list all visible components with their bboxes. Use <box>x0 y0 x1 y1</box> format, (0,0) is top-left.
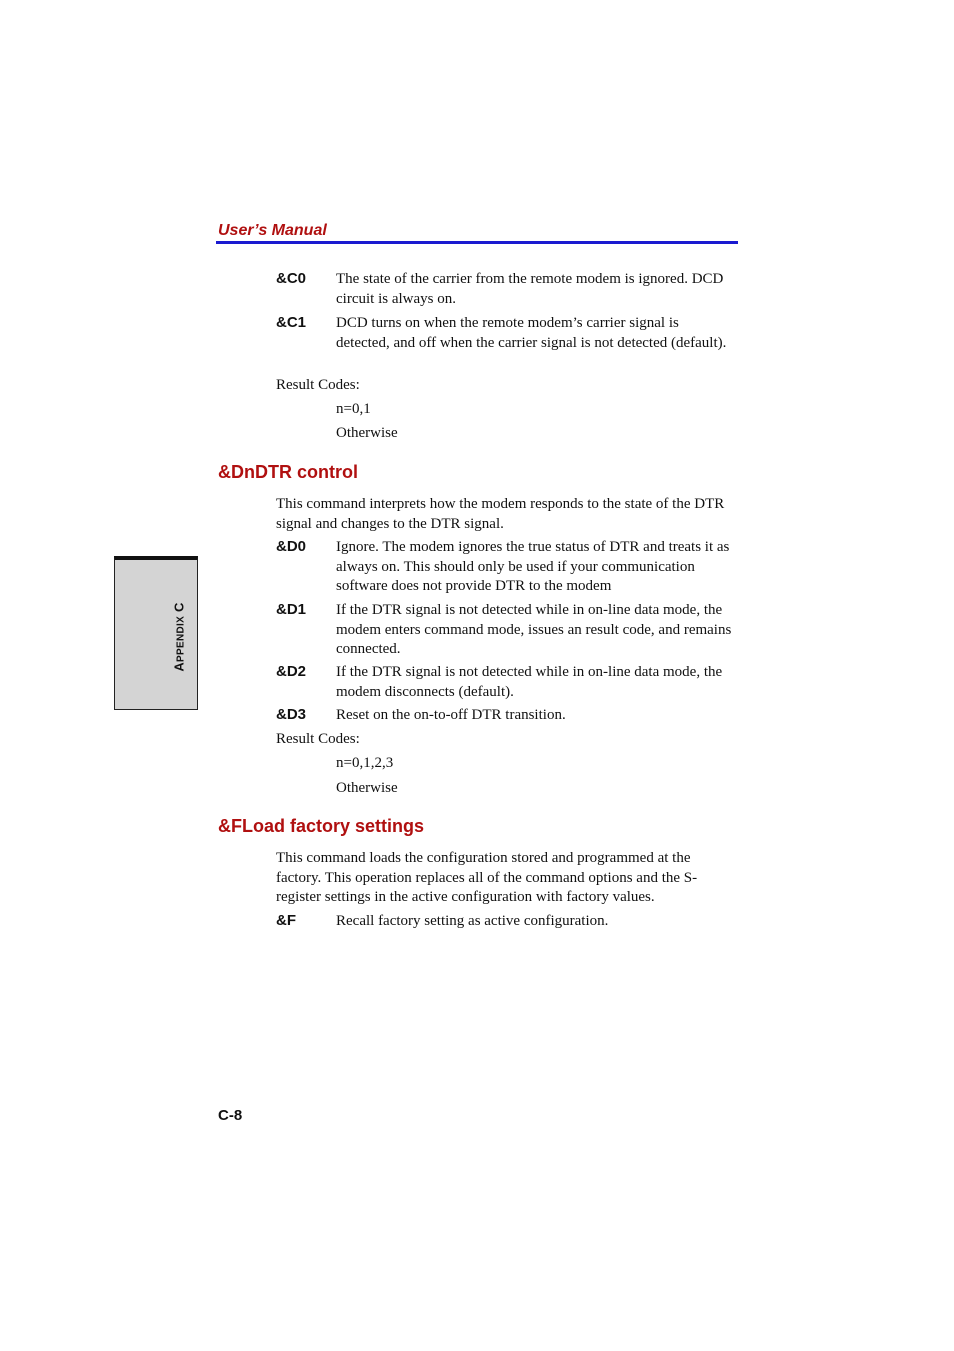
command-code: &D1 <box>276 601 307 618</box>
side-tab-first-letter: A <box>171 661 187 672</box>
command-description: The state of the carrier from the remote modem is ignored. DCD circuit is always on. <box>336 271 724 307</box>
command-description: Recall factory setting as active configuration. <box>336 913 609 929</box>
command-description: If the DTR signal is not detected while in on-line data mode, the modem disconnects (default). <box>336 664 723 700</box>
command-description: Ignore. The modem ignores the true status of DTR and treats it as always on. This should only be used if your communication software does not provide DTR to the modem <box>336 539 730 594</box>
result-codes-values: n=0,1 <box>336 401 371 417</box>
command-code: &C1 <box>276 314 307 331</box>
command-description: DCD turns on when the remote modem’s carrier signal is detected, and off when the carrier signal is not detected (default). <box>336 315 727 351</box>
side-tab-rest: PPENDIX <box>175 615 187 662</box>
result-codes-otherwise: Otherwise <box>336 780 398 796</box>
section-intro: This command loads the configuration stored and programmed at the factory. This operation replaces all of the command options and the S-register settings in the active configuration with factory values. <box>276 850 698 905</box>
section-heading: &FLoad factory settings <box>218 816 425 836</box>
result-codes-values: n=0,1,2,3 <box>336 755 394 771</box>
command-code: &F <box>276 912 296 929</box>
command-description: If the DTR signal is not detected while in on-line data mode, the modem enters command mode, issues an result code, and remains connected. <box>336 602 732 657</box>
result-codes-otherwise: Otherwise <box>336 425 398 441</box>
side-tab-suffix: C <box>171 602 187 613</box>
appendix-side-tab-label <box>172 602 187 671</box>
command-code: &D2 <box>276 663 307 680</box>
page-number: C-8 <box>218 1107 243 1124</box>
command-description: Reset on the on-to-off DTR transition. <box>336 707 566 723</box>
command-code: &D3 <box>276 706 307 723</box>
command-code: &D0 <box>276 538 307 555</box>
header-rule <box>216 241 738 244</box>
section-intro: This command interprets how the modem responds to the state of the DTR signal and changes to the DTR signal. <box>276 496 725 532</box>
command-code: &C0 <box>276 270 307 287</box>
section-heading: &DnDTR control <box>218 462 358 482</box>
result-codes-label: Result Codes: <box>276 377 360 393</box>
result-codes-label: Result Codes: <box>276 731 360 747</box>
running-header-title: User’s Manual <box>218 222 327 239</box>
